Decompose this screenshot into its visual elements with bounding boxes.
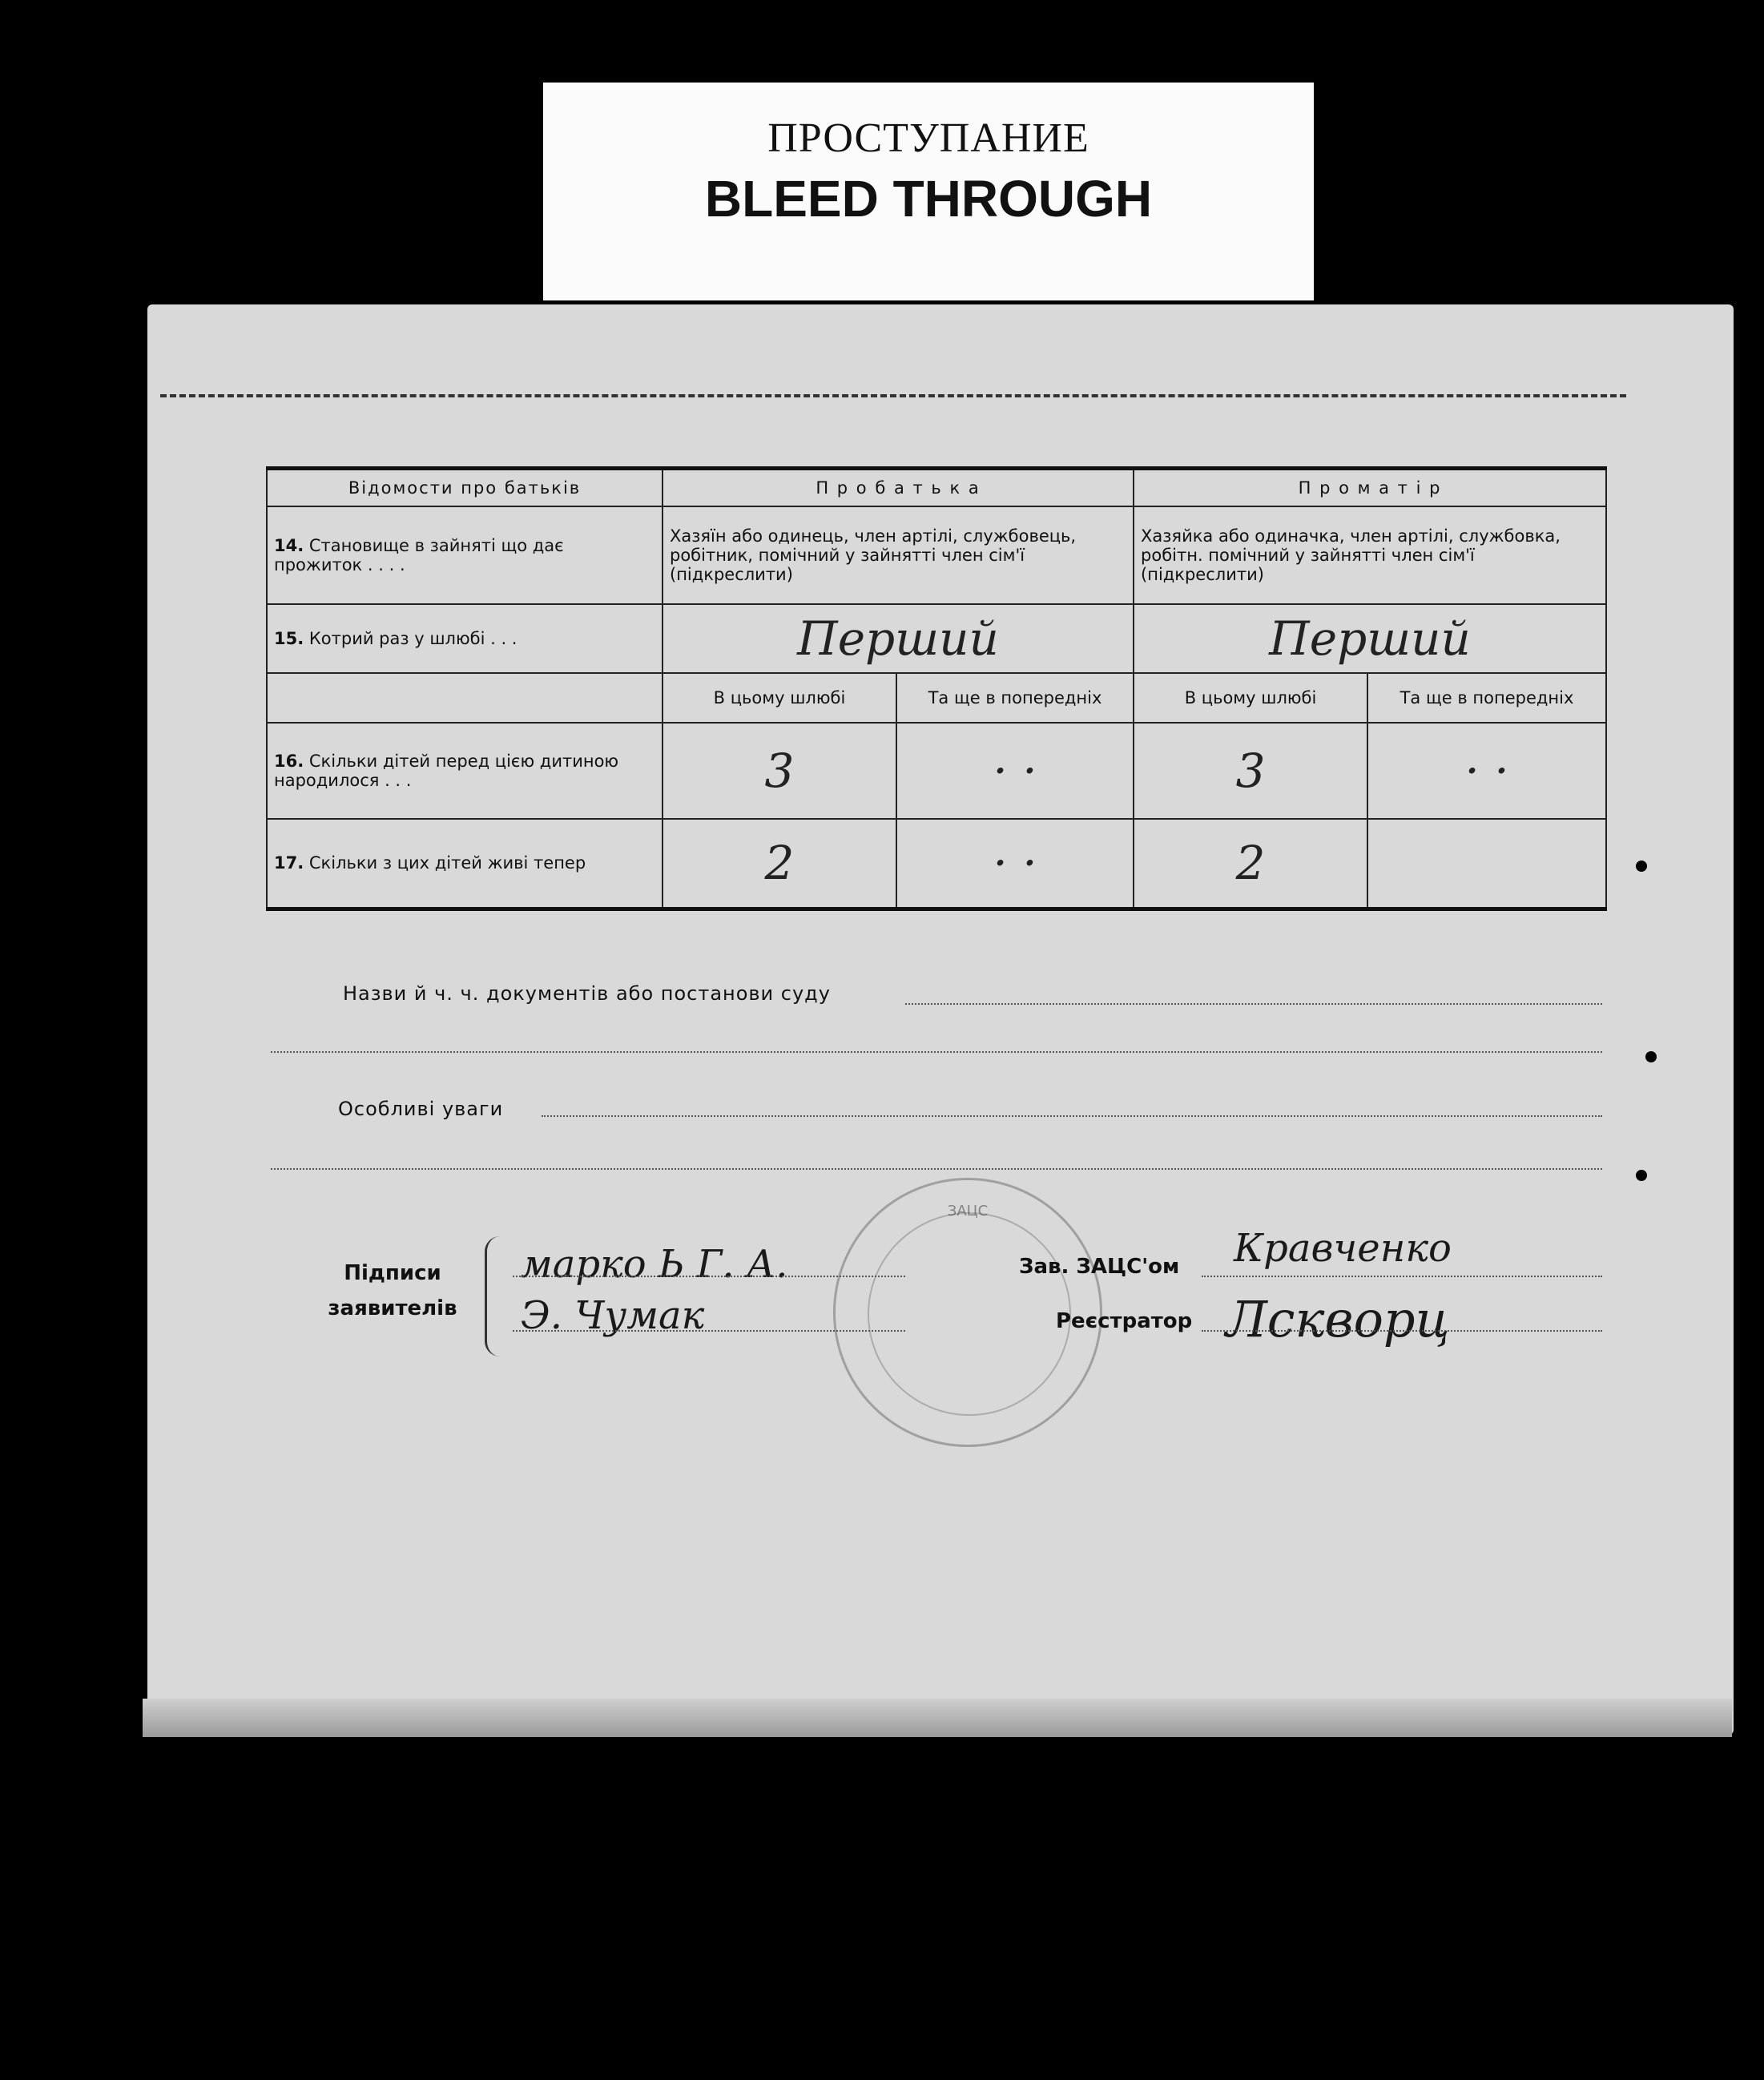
applicant-line-1 [513,1276,905,1277]
applicant-line-2 [513,1330,905,1332]
mother-children-alive-current: 2 [1134,819,1367,909]
documents-dotted-line [905,1003,1602,1005]
parents-table [266,466,1607,911]
mother-children-born-current: 3 [1134,723,1367,819]
label-english: BLEED THROUGH [704,170,1153,228]
notes-dotted-line-2 [271,1168,1602,1170]
label-russian: ПРОСТУПАНИЕ [767,115,1089,161]
question-17: 17. Скільки з цих дітей живі тепер [267,819,663,909]
page-edge [143,1699,1732,1737]
archive-label-card [543,83,1314,300]
applicants-brace [485,1236,500,1356]
documents-dotted-line-2 [271,1051,1602,1053]
applicants-label: Підписи заявителів [328,1261,457,1320]
mother-marriage-count: Перший [1134,604,1606,673]
father-marriage-count: Перший [663,604,1134,673]
table-row-15 [267,604,1606,673]
cut-line [160,394,1626,397]
father-children-born-current: 3 [663,723,896,819]
table-row-17 [267,819,1606,909]
documents-label: Назви й ч. ч. документів або постанови суду [343,982,831,1005]
registrar-line [1202,1330,1602,1332]
header-parents-info: Відомости про батьків [267,469,663,507]
father-children-alive-current: 2 [663,819,896,909]
binding-hole [1645,1051,1657,1062]
binding-hole [1636,1170,1647,1181]
children-subheader-row [267,673,1606,723]
table-row-16 [267,723,1606,819]
subheader-father-current: В цьому шлюбі [663,673,896,723]
table-header-row [267,469,1606,507]
header-father: П р о б а т ь к а [663,469,1134,507]
registrar-label: Реєстратор [1056,1309,1193,1333]
subheader-father-previous: Та ще в попередніх [896,673,1134,723]
header-mother: П р о м а т і р [1134,469,1606,507]
father-children-alive-previous: · · [896,819,1134,909]
binding-hole [1636,861,1647,872]
mother-occupation: Хазяйка або одиначка, член артілі, службовка, робітн. помічний у зайнятті член сім'ї (підкреслити) [1134,506,1606,604]
mother-children-born-previous: · · [1367,723,1606,819]
notes-label: Особливі уваги [338,1098,504,1120]
applicant-signature-2: Э. Чумак [521,1293,705,1338]
question-15: 15. Котрий раз у шлюбі . . . [267,604,663,673]
head-line [1202,1276,1602,1277]
father-occupation: Хазяїн або одинець, член артілі, службовець, робітник, помічний у зайнятті член сім'ї (підкреслити) [663,506,1134,604]
subheader-mother-current: В цьому шлюбі [1134,673,1367,723]
question-16: 16. Скільки дітей перед цією дитиною народилося . . . [267,723,663,819]
head-signature: Кравченко [1234,1226,1452,1271]
question-14: 14. Становище в зайняті що дає прожиток . . . . [267,506,663,604]
parents-info-form [266,466,1605,911]
head-label: Зав. ЗАЦС'ом [1019,1255,1180,1279]
stamp-text: ЗАЦС [947,1203,989,1219]
registrar-signature: Лскворц [1226,1290,1450,1348]
notes-dotted-line [542,1115,1602,1117]
father-children-born-previous: · · [896,723,1134,819]
subheader-mother-previous: Та ще в попередніх [1367,673,1606,723]
table-row-14 [267,506,1606,604]
mother-children-alive-previous [1367,819,1606,909]
applicant-signature-1: марко Ь Г. А. [521,1242,788,1287]
